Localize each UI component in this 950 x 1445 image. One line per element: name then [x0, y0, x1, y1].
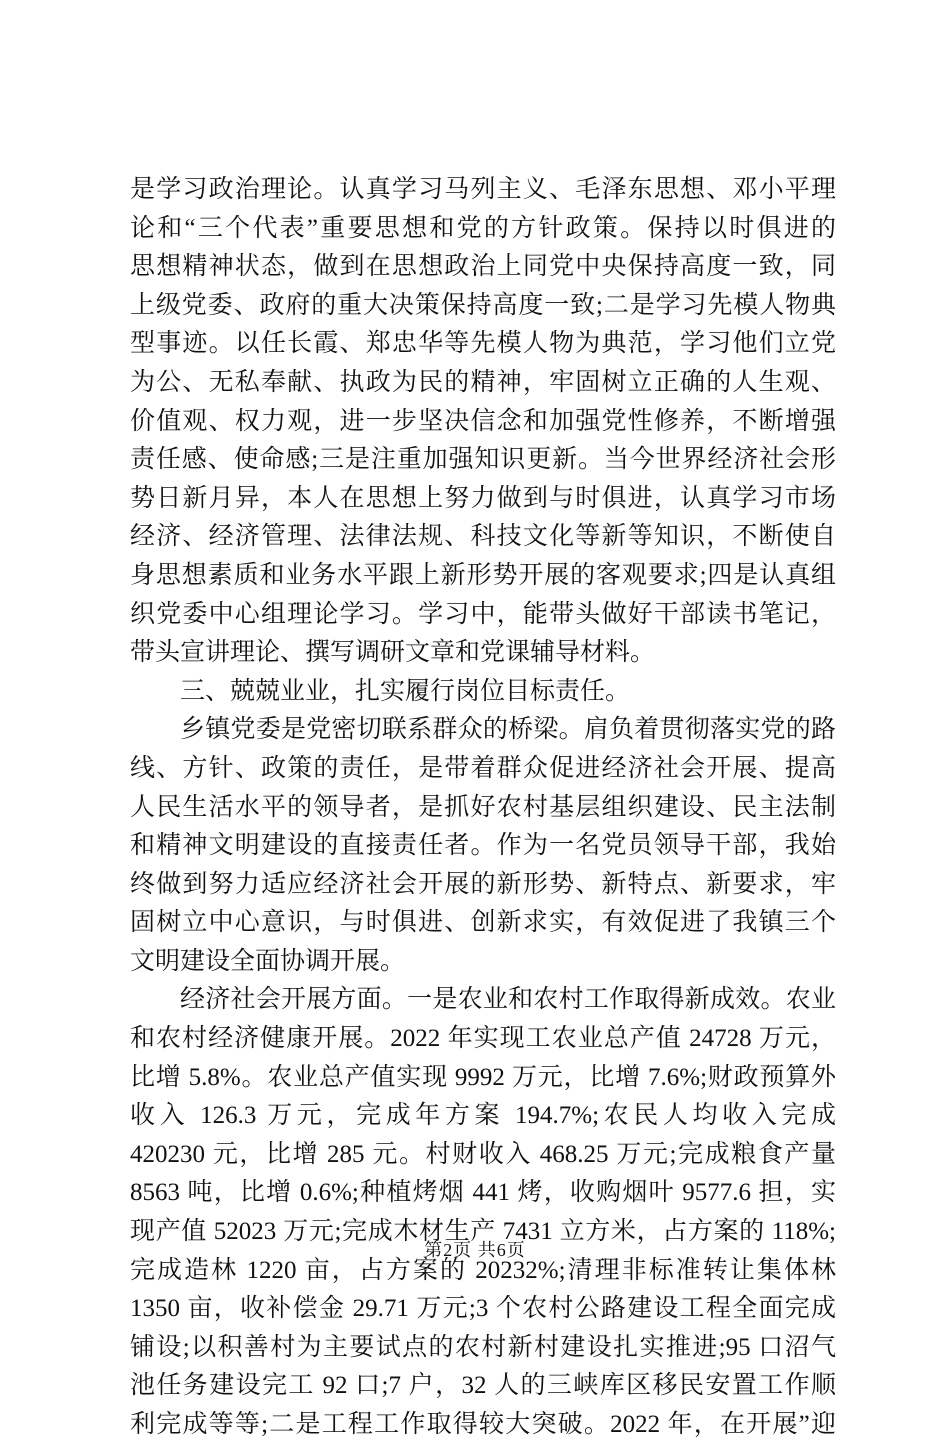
text-line: 是学习政治理论。认真学习马列主义、毛泽东思想、邓小平理	[130, 176, 836, 203]
text-line: 固树立中心意识，与时俱进、创新求实，有效促进了我镇三个	[130, 909, 836, 937]
text-line: 势日新月异，本人在思想上努力做到与时俱进，认真学习市场	[130, 484, 836, 512]
paragraph	[130, 673, 836, 712]
text-line: 和精神文明建设的直接责任者。作为一名党员领导干部，我始	[130, 832, 836, 860]
text-line: 现产值 52023 万元;完成木材生产 7431 立方米，占方案的 118%;	[130, 1218, 836, 1246]
text-line: 利完成等等;二是工程工作取得较大突破。2022 年，在开展”迎	[130, 1411, 836, 1438]
text-line: 完成造林 1220 亩，占方案的 20232%;清理非标准转让集体林	[130, 1256, 836, 1284]
text-line: 420230 元，比增 285 元。村财收入 468.25 万元;完成粮食产量	[130, 1140, 836, 1168]
text-line: 8563 吨，比增 0.6%;种植烤烟 441 烤，收购烟叶 9577.6 担，实	[130, 1179, 836, 1207]
text-line: 比增 5.8%。农业总产值实现 9992 万元，比增 7.6%;财政预算外	[130, 1063, 836, 1091]
text-line: 身思想素质和业务水平跟上新形势开展的客观要求;四是认真组	[130, 561, 836, 589]
text-line: 思想精神状态，做到在思想政治上同党中央保持高度一致，同	[130, 253, 836, 281]
text-line: 价值观、权力观，进一步坚决信念和加强党性修养，不断增强	[130, 407, 836, 435]
text-line: 为公、无私奉献、执政为民的精神，牢固树立正确的人生观、	[130, 368, 836, 396]
paragraph	[130, 171, 836, 673]
text-line: 经济社会开展方面。一是农业和农村工作取得新成效。农业	[180, 986, 836, 1014]
text-line: 三、兢兢业业，扎实履行岗位目标责任。	[180, 677, 631, 705]
text-line: 织党委中心组理论学习。学习中，能带头做好干部读书笔记，	[130, 600, 836, 628]
text-line: 责任感、使命感;三是注重加强知识更新。当今世界经济社会形	[130, 446, 836, 474]
text-line: 铺设;以积善村为主要试点的农村新村建设扎实推进;95 口沼气	[130, 1333, 836, 1361]
text-line: 收入 126.3 万元，完成年方案 194.7%;农民人均收入完成	[130, 1102, 836, 1130]
text-line: 终做到努力适应经济社会开展的新形势、新特点、新要求，牢	[130, 870, 836, 898]
paragraph	[130, 981, 836, 1444]
text-line: 文明建设全面协调开展。	[130, 947, 406, 975]
text-line: 和农村经济健康开展。2022 年实现工农业总产值 24728 万元，	[130, 1025, 836, 1053]
page-number-footer: 第2页 共6页	[424, 1240, 526, 1260]
text-line: 带头宣讲理论、撰写调研文章和党课辅导材料。	[130, 639, 656, 667]
text-line: 上级党委、政府的重大决策保持高度一致;二是学习先模人物典	[130, 291, 836, 319]
text-line: 论和“三个代表”重要思想和党的方针政策。保持以时俱进的	[130, 214, 836, 242]
text-line: 乡镇党委是党密切联系群众的桥梁。肩负着贯彻落实党的路	[180, 716, 836, 744]
text-line: 型事迹。以任长霞、郑忠华等先模人物为典范，学习他们立党	[130, 330, 836, 358]
text-line: 1350 亩，收补偿金 29.71 万元;3 个农村公路建设工程全面完成	[130, 1295, 836, 1323]
text-line: 经济、经济管理、法律法规、科技文化等新等知识，不断使自	[130, 523, 836, 551]
text-line: 人民生活水平的领导者，是抓好农村基层组织建设、民主法制	[130, 793, 836, 821]
paragraph	[130, 711, 836, 981]
text-line: 池任务建设完工 92 口;7 户，32 人的三峡库区移民安置工作顺	[130, 1372, 836, 1400]
text-line: 线、方针、政策的责任，是带着群众促进经济社会开展、提高	[130, 754, 836, 782]
